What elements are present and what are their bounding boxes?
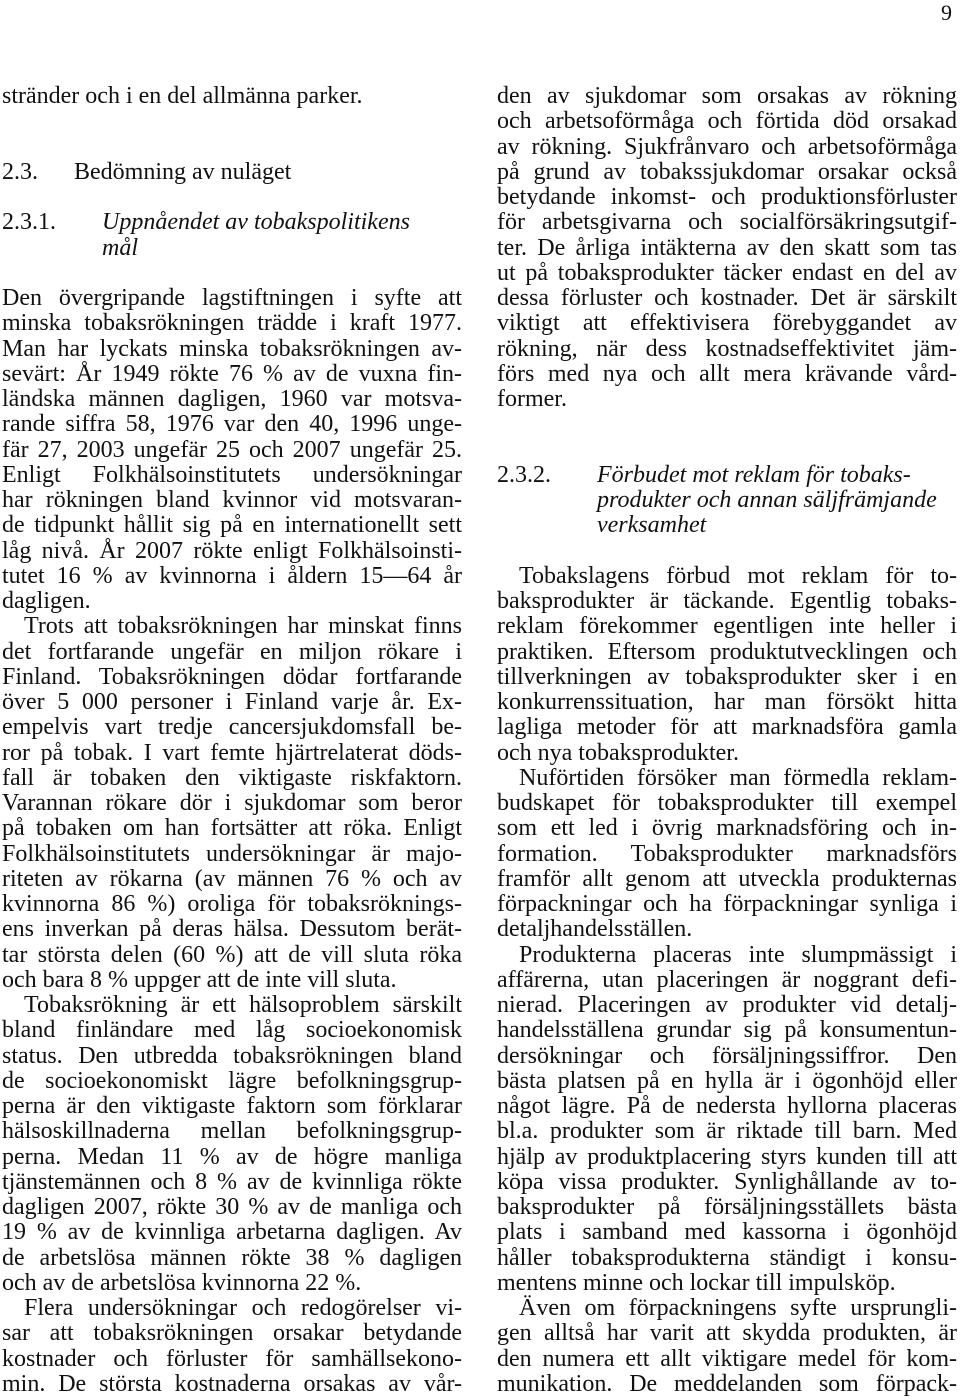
text-line: Varannan rökare dör i sjukdomar som beror [2, 790, 462, 816]
subsection-heading [497, 463, 957, 539]
paragraph [497, 84, 957, 412]
text-line: Finland. Tobaksrökningen dödar fortfarande [2, 663, 462, 690]
text-line: Man har lyckats minska tobaksrökningen av- [2, 335, 462, 362]
text-line: hjälp av produktplacering styrs kunden till att [497, 1143, 957, 1170]
text-line: lagliga metoder för att marknadsföra gamla [497, 714, 957, 741]
text-line: och nya tobaksprodukter. [497, 739, 739, 766]
text-line: betydande inkomst- och produktionsförluster [497, 184, 957, 210]
text-line: nierad. Placeringen av produkter vid detalj- [497, 992, 957, 1018]
text-line: på tobaken om han fortsätter att röka. Enligt [2, 815, 462, 842]
text-line: och bara 8 % uppger att de inte vill sluta. [2, 966, 397, 993]
text-line: ländska männen dagligen, 1960 var motsva- [2, 386, 462, 412]
text-line: hälsoskillnaderna mellan befolkningsgrup- [2, 1118, 462, 1145]
text-line: ens inverkan på deras hälsa. Dessutom berät- [2, 916, 462, 943]
text-line: de socioekonomiskt lägre befolkningsgrup- [2, 1067, 462, 1094]
text-line: Tobakslagens förbud mot reklam för to- [519, 562, 957, 589]
text-line: sar att tobaksrökningen orsakar betydande [2, 1320, 462, 1347]
text-line: de arbetslösa männen rökte 38 % dagligen [2, 1244, 462, 1271]
text-line: av rökning. Sjukfrånvaro och arbetsoförmåga [497, 133, 957, 160]
text-line: den av sjukdomar som orsakas av rökning [497, 83, 957, 109]
text-line: mål [102, 234, 138, 261]
text-line: status. Den utbredda tobaksrökningen bland [2, 1042, 462, 1069]
text-line: baksprodukter är täckande. Egentlig tobaks- [497, 588, 957, 614]
text-line: gen alltså har varit att skydda produkten, är [497, 1320, 957, 1347]
text-line: över 5 000 personer i Finland varje år. Ex- [2, 689, 462, 715]
text-line: tar största delen (60 %) att de vill sluta röka [2, 941, 462, 968]
text-line: verksamhet [597, 512, 707, 539]
paragraph [2, 1296, 462, 1397]
text-line: stränder och i en del allmänna parker. [2, 83, 363, 109]
text-line: som ett led i övrig marknadsföring och in- [497, 815, 957, 842]
text-line: Bedömning av nuläget [74, 158, 292, 185]
text-line: Även om förpackningens syfte ursprungli- [519, 1295, 957, 1321]
text-line: Flera undersökningar och redogörelser vi- [24, 1295, 462, 1321]
text-line: min. De största kostnaderna orsakas av vår- [2, 1370, 462, 1397]
text-line: reklam förekommer egentligen inte heller i [497, 613, 957, 640]
text-line: mentens minne och lockar till impulsköp. [497, 1269, 896, 1296]
text-line: Enligt Folkhälsoinstitutets undersökningar [2, 461, 462, 488]
text-line: den numera ett allt viktigare medel för kom- [497, 1345, 957, 1372]
text-line: något lägre. På de nedersta hyllorna placeras [497, 1093, 957, 1119]
text-line: former. [497, 386, 567, 412]
text-line: bästa platsen på en hylla är i ögonhöjd eller [497, 1067, 957, 1094]
paragraph [2, 84, 462, 109]
heading-number: 2.3. [2, 158, 38, 185]
text-line: empelvis vart tredje cancersjukdomsfall be- [2, 714, 462, 741]
text-line: minska tobaksrökningen trädde i kraft 1977. [2, 310, 462, 337]
text-line: 19 % av de kvinnliga arbetarna dagligen. Av [2, 1219, 462, 1246]
text-line: ut på tobaksprodukter täcker endast en del av [497, 259, 957, 286]
text-line: praktiken. Eftersom produktutvecklingen och [497, 638, 957, 665]
text-line: produkter och annan säljfrämjande [597, 487, 937, 513]
text-line: ror på tobak. I vart femte hjärtrelaterat döds- [2, 739, 462, 766]
heading-number: 2.3.1. [2, 209, 56, 236]
heading-number: 2.3.2. [497, 461, 551, 488]
heading-title [74, 160, 462, 185]
text-line: på grund av tobakssjukdomar orsakar också [497, 158, 957, 185]
text-line: det fortfarande ungefär en miljon rökare i [2, 638, 462, 665]
text-line: fall är tobaken den viktigaste riskfaktorn. [2, 764, 462, 791]
text-line: Den övergripande lagstiftningen i syfte att [2, 285, 462, 311]
paragraph [2, 286, 462, 614]
text-line: konkurrenssituation, har man försökt hitta [497, 689, 957, 715]
text-line: förpackningar och ha förpackningar synliga i [497, 891, 957, 917]
text-line: kvinnorna 86 %) oroliga för tobaksröknings- [2, 891, 462, 917]
text-line: rökning, när dess kostnadseffektivitet jäm- [497, 335, 957, 362]
text-line: perna är den viktigaste faktorn som förklarar [2, 1093, 462, 1119]
subsection-heading [2, 210, 462, 261]
text-line: rande siffra 58, 1976 var den 40, 1996 unge- [2, 411, 462, 438]
text-line: bl.a. produkter som är riktade till barn. Med [497, 1118, 957, 1145]
text-line: Folkhälsoinstitutets undersökningar är majo- [2, 840, 462, 867]
text-line: Förbudet mot reklam för tobaks- [597, 461, 911, 488]
page-number: 9 [941, 0, 952, 25]
text-line: budskapet för tobaksprodukter till exempel [497, 790, 957, 816]
text-line: tutet 16 % av kvinnorna i åldern 15—64 år [2, 562, 462, 589]
text-line: sevärt: År 1949 rökte 76 % av de vuxna fin- [2, 360, 462, 387]
text-line: munikation. De meddelanden som förpack- [497, 1370, 957, 1397]
text-line: affärerna, utan placeringen är noggrant defi- [497, 966, 957, 993]
text-line: framför allt genom att utveckla produkternas [497, 865, 957, 892]
text-line: fär 27, 2003 ungefär 25 och 2007 ungefär 25. [2, 436, 462, 463]
text-line: Tobaksrökning är ett hälsoproblem särskilt [24, 992, 462, 1018]
text-line: bland finländare med låg socioekonomisk [2, 1017, 462, 1044]
text-line: plats i samband med kassorna i ögonhöjd [497, 1219, 957, 1246]
text-line: handelsställena grundar sig på konsumentun- [497, 1017, 957, 1044]
paragraph [497, 564, 957, 766]
text-line: ter. De årliga intäkterna av den skatt som tas [497, 234, 957, 261]
heading-title [102, 210, 462, 261]
text-line: Produkterna placeras inte slumpmässigt i [519, 941, 957, 968]
text-line: detaljhandelsställen. [497, 916, 693, 943]
text-line: och av de arbetslösa kvinnorna 22 %. [2, 1269, 362, 1296]
text-line: för arbetsgivarna och socialförsäkringsutgif- [497, 209, 957, 236]
text-line: tillverkningen av tobaksprodukter sker i en [497, 663, 957, 690]
text-line: dessa förluster och kostnader. Det är särskilt [497, 285, 957, 311]
text-line: håller tobaksprodukterna ständigt i konsu- [497, 1244, 957, 1271]
text-line: Uppnåendet av tobakspolitikens [102, 209, 410, 236]
right-column [497, 84, 957, 1397]
text-line: perna. Medan 11 % av de högre manliga [2, 1143, 462, 1170]
text-line: låg nivå. År 2007 rökte enligt Folkhälsoinsti- [2, 537, 462, 564]
text-line: Trots att tobaksrökningen har minskat finns [24, 613, 462, 640]
text-line: och arbetsoförmåga och förtida död orsakad [497, 108, 957, 135]
text-line: tjänstemännen och 8 % av de kvinnliga rökte [2, 1168, 462, 1195]
text-line: formation. Tobaksprodukter marknadsförs [497, 840, 957, 867]
text-line: dagligen 2007, rökte 30 % av de manliga och [2, 1194, 462, 1220]
text-line: dersökningar och försäljningssiffror. Den [497, 1042, 957, 1069]
text-line: Nuförtiden försöker man förmedla reklam- [519, 764, 957, 791]
section-heading [2, 160, 462, 185]
text-line: baksprodukter på försäljningsställets bästa [497, 1194, 957, 1220]
text-line: de tidpunkt hållit sig på en internationellt sett [2, 512, 462, 539]
text-line: kostnader och förluster för samhällsekono- [2, 1345, 462, 1372]
text-line: förs med nya och allt mera krävande vård- [497, 360, 957, 387]
paragraph [497, 766, 957, 943]
text-line: har rökningen bland kvinnor vid motsvaran- [2, 487, 462, 513]
paragraph [2, 993, 462, 1296]
text-line: viktigt att effektivisera förebyggandet av [497, 310, 957, 337]
left-column [2, 84, 462, 1397]
text-line: dagligen. [2, 588, 91, 614]
paragraph [2, 614, 462, 993]
text-line: köpa vissa produkter. Synlighållande av to- [497, 1168, 957, 1195]
heading-title [597, 463, 957, 539]
text-line: riteten av rökarna (av männen 76 % och av [2, 865, 462, 892]
paragraph [497, 943, 957, 1297]
paragraph [497, 1296, 957, 1397]
